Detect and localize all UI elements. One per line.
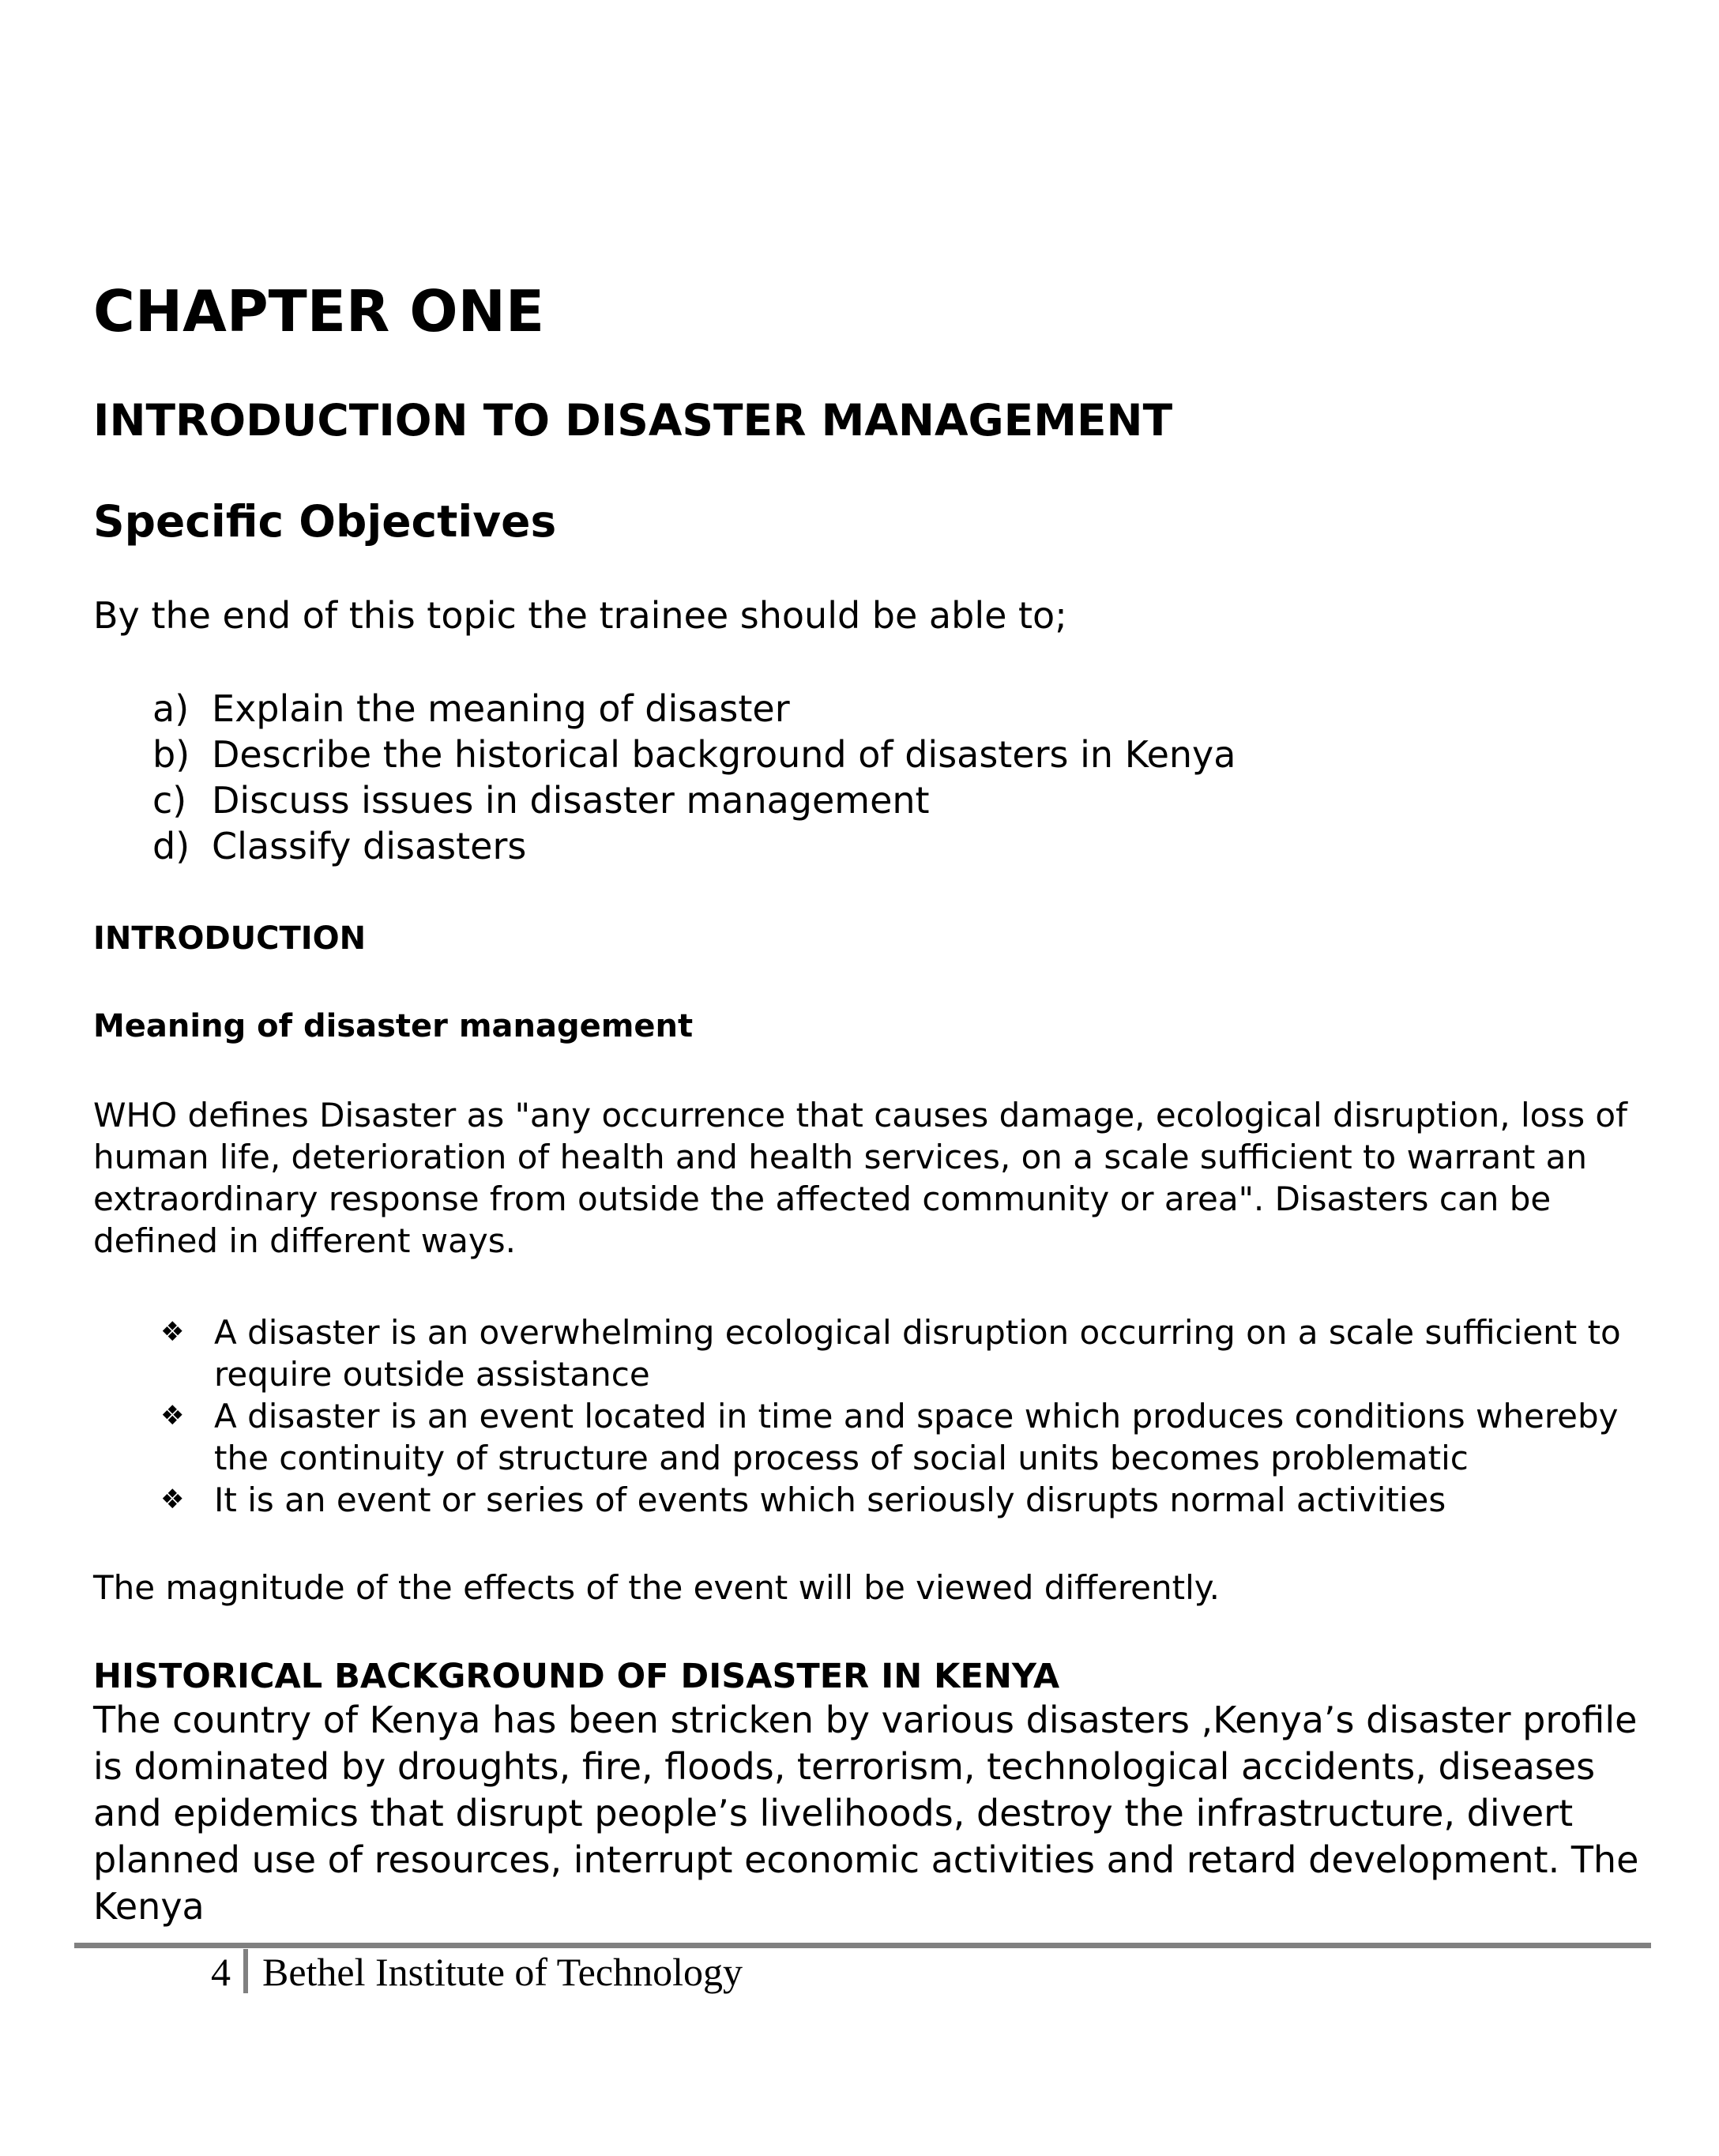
definition-item	[160, 1395, 1646, 1479]
objective-item	[152, 777, 1236, 823]
diamond-bullet-icon: ❖	[160, 1400, 185, 1432]
objectives-list	[152, 686, 1236, 869]
objective-letter: d)	[152, 825, 190, 867]
page-footer	[197, 1948, 743, 1996]
section-title: INTRODUCTION TO DISASTER MANAGEMENT	[93, 395, 1173, 446]
definition-text: A disaster is an event located in time and space which produces conditions whereby the continuity of structure and process of social units becomes problematic	[214, 1397, 1619, 1477]
objective-letter: b)	[152, 733, 190, 776]
diamond-bullet-icon: ❖	[160, 1316, 185, 1348]
definition-item	[160, 1311, 1646, 1395]
meaning-subheading: Meaning of disaster management	[93, 1008, 694, 1044]
magnitude-sentence: The magnitude of the effects of the event will be viewed differently.	[93, 1568, 1220, 1607]
objective-item	[152, 823, 1236, 869]
history-paragraph: The country of Kenya has been stricken by various disasters ,Kenya’s disaster profile is dominated by droughts, fire, floods, terrorism, technological accidents, diseases and epidemics that disrupt people’s livelihoods, destroy the infrastructure, divert planned use of resources, interrupt economic activities and retard development. The Kenya	[93, 1699, 1639, 1928]
objective-letter: a)	[152, 687, 190, 730]
definition-text: A disaster is an overwhelming ecological disruption occurring on a scale sufficient to require outside assistance	[214, 1313, 1621, 1394]
objective-text: Describe the historical background of disasters in Kenya	[212, 733, 1236, 776]
diamond-bullet-icon: ❖	[160, 1484, 185, 1515]
introduction-heading: INTRODUCTION	[93, 920, 367, 957]
page-number: 4	[211, 1950, 231, 1994]
objectives-lead: By the end of this topic the trainee should be able to;	[93, 594, 1067, 637]
institution-name: Bethel Institute of Technology	[262, 1950, 743, 1994]
definition-text: It is an event or series of events which seriously disrupts normal activities	[214, 1481, 1446, 1519]
objective-item	[152, 732, 1236, 777]
definition-item	[160, 1479, 1646, 1521]
objective-letter: c)	[152, 779, 187, 822]
definitions-list	[160, 1311, 1646, 1521]
who-definition-paragraph: WHO defines Disaster as "any occurrence that causes damage, ecological disruption, loss of human life, deterioration of health and health services, on a scale sufficient to warrant an extraordinary response from outside the affected community or area". Disasters can be defined in different ways.	[93, 1096, 1627, 1260]
chapter-title: CHAPTER ONE	[93, 278, 545, 344]
history-heading: HISTORICAL BACKGROUND OF DISASTER IN KENYA	[93, 1657, 1060, 1696]
objective-text: Discuss issues in disaster management	[212, 779, 930, 822]
objectives-heading: Specific Objectives	[93, 496, 557, 547]
footer-divider	[74, 1943, 1651, 1948]
objective-text: Classify disasters	[212, 825, 527, 867]
objective-item	[152, 686, 1236, 732]
footer-separator	[243, 1949, 248, 1993]
objective-text: Explain the meaning of disaster	[212, 687, 790, 730]
